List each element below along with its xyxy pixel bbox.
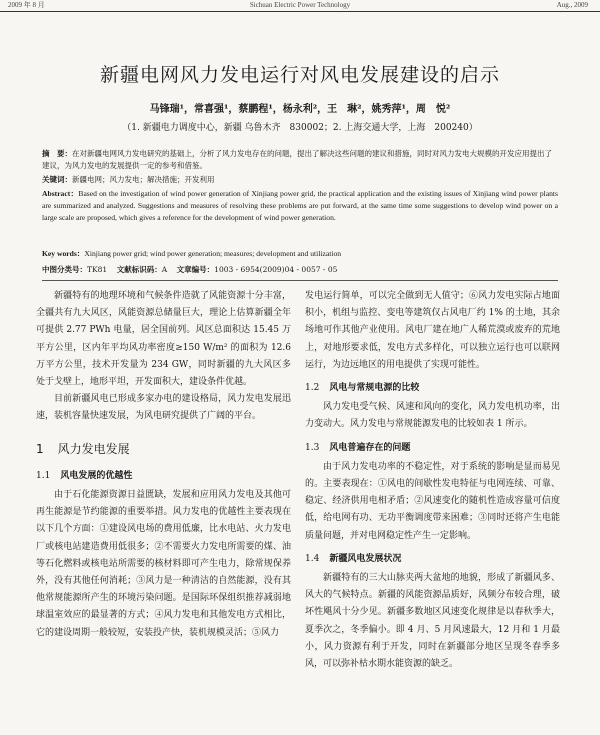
keywords-cn	[42, 174, 558, 185]
article-id-label: 文章编号：	[176, 265, 215, 274]
section-1-heading	[36, 441, 291, 458]
abstract-cn	[42, 148, 558, 172]
right-column	[305, 288, 560, 673]
subsection-1-2-heading	[305, 380, 560, 397]
clc-value: TK81	[87, 265, 108, 274]
subsection-1-1-title: 风电发展的优越性	[60, 470, 133, 481]
affiliation: （1. 新疆电力调度中心，新疆 乌鲁木齐 830002；2. 上海交通大学，上海 200240）	[122, 123, 478, 133]
subsection-1-3-number: 1.3	[305, 442, 320, 453]
keywords-cn-text: 新疆电网；风力发电；解决措施；开发利用	[72, 175, 215, 184]
keywords-en	[42, 248, 558, 259]
subsection-1-3-heading	[305, 440, 560, 457]
clc-label: 中图分类号：	[42, 265, 87, 274]
abstract-cn-label: 摘 要：	[42, 149, 72, 158]
paragraph-1-2: 风力发电受气候、风速和风向的变化，风力发电机功率，出力变动大。风力发电与常规能源发电的比较如表 1 所示。	[305, 402, 560, 430]
subsection-1-4-number: 1.4	[305, 553, 320, 564]
subsection-1-1-heading	[36, 468, 291, 485]
abstract-en-label: Abstract：	[42, 189, 79, 198]
article-id-value: 1003 - 6954(2009)04 - 0057 - 05	[214, 265, 338, 274]
paper-title: 新疆电网风力发电运行对风电发展建设的启示	[99, 64, 500, 86]
subsection-1-4-title: 新疆风电发展状况	[329, 553, 402, 564]
doc-code-label: 文献标识码：	[116, 265, 162, 274]
left-column	[36, 288, 291, 642]
intro-paragraph-2: 目前新疆风电已形成多家办电的建设格局，风力发电发展迅速，装机容量快速发展，为风电研究提供了广阔的平台。	[36, 394, 291, 422]
keywords-cn-label: 关键词：	[42, 175, 72, 184]
section-1-number: 1	[36, 441, 44, 456]
keywords-en-text: Xinjiang power grid; wind power generation; measures; development and utilization	[84, 249, 342, 258]
paragraph-1-3: 由于风力发电功率的不稳定性，对于系统的影响是显而易见的。主要表现在：①风电的间歇性发电特征与电网连续、可靠、稳定、经济供用电相矛盾；②风速变化的随机性造成容量可信度低，给电网有功、无功平衡调度带来困难；③同时还将产生电能质量问题，并对电网稳定性产生一定影响。	[305, 461, 560, 541]
header-date: 2009 年 8 月	[8, 1, 45, 9]
abstract-en-text: Based on the investigation of wind power generation of Xinjiang power grid, the practical application and the existing issues of Xinjiang wind power plants are summarized and analyzed. Suggestions and measures of resolving these problems are put forward, at the same time some suggestions to develop wind power on a large scale are proposed, which gives a reference for the development of wind power generation.	[42, 189, 558, 222]
doc-code-value: A	[161, 265, 168, 274]
section-1-title: 风力发电发展	[57, 441, 130, 456]
header-date-en: Aug., 2009	[556, 1, 588, 9]
paragraph-1-1-continued: 发电运行简单，可以完全做到无人值守；⑥风力发电实际占地面积小，机组与监控、变电等建筑仅占风电厂约 1% 的土地，其余场地可作其他产业使用。风电厂建在地广人稀荒漠或废弃的荒地上，对地形要求低，发电方式多样化，可以独立运行也可以联网运行，为边远地区的用电提供了实现可能性。	[305, 291, 560, 370]
subsection-1-2-number: 1.2	[305, 383, 320, 394]
subsection-1-1-number: 1.1	[36, 470, 51, 481]
running-header	[0, 0, 600, 12]
header-journal: Sichuan Electric Power Technology	[249, 1, 351, 9]
paragraph-1-1: 由于石化能源资源日益匮缺，发展和应用风力发电及其他可再生能源是节约能源的重要举措。风力发电的优越性主要表现在以下几个方面：①建设风电场的费用低廉，比水电站、火力发电厂或核电站建造费用低很多；②不需要火力发电所需要的煤、油等石化燃料或核电站所需要的核材料即可产生电力，除常规保养外，没有其他任何消耗；③风力是一种清洁的自然能源，没有其他常规能源所产生的环境污染问题。是国际环保组织推荐减弱地球温室效应的最显著的方式；④风力发电和其他发电方式相比，它的建设周期一般较短，安装投产快，装机规模灵活；⑤风力	[36, 490, 291, 638]
intro-paragraph-1: 新疆特有的地理环境和气候条件造就了风能资源十分丰富，全疆共有九大风区，风能资源总储量巨大，理论上估算新疆全年可提供 2.77 PWh 电量，居全国前列。风区总面积达 15.45 万平方公里，区内年平均风功率密度≥150 W/m² 的面积为 12.6 万平方公里，技术开发量为 234 GW，同时新疆的九大风区多处于戈壁上，地形平坦，开发面积大，建设条件优越。	[36, 291, 291, 388]
divider	[42, 280, 558, 281]
keywords-en-label: Key words：	[42, 249, 85, 258]
abstract-cn-text: 在对新疆电网风力发电研究的基础上，分析了风力发电存在的问题，提出了解决这些问题的建议和措施，同时对风力发电大规模的开发应用提出了建议，为风力发电的发展提供一定的参考和借鉴。	[42, 149, 552, 170]
subsection-1-2-title: 风电与常规电源的比较	[329, 383, 420, 394]
subsection-1-3-title: 风电普遍存在的问题	[329, 442, 411, 453]
subsection-1-4-heading	[305, 551, 560, 568]
abstract-en	[42, 188, 558, 224]
classification-line	[42, 264, 558, 275]
authors: 马锋瑞¹，常喜强¹，蔡鹏程¹，杨永利²，王 琳²，姚秀萍¹，周 悦²	[149, 104, 451, 115]
paragraph-1-4: 新疆特有的三大山脉夹两大盆地的地貌，形成了新疆风多、风大的气候特点。新疆的风能资源品质好，风频分布较合理，破坏性飓风十分少见。新疆多数地区风速变化规律是以春秋季大，夏季次之，冬季偏小。即 4 月、5 月风速最大，12 月和 1 月最小，风力资源有利于开发，同时在新疆部分地区呈现冬春季多风，可以弥补枯水期水能资源的缺乏。	[305, 573, 560, 670]
